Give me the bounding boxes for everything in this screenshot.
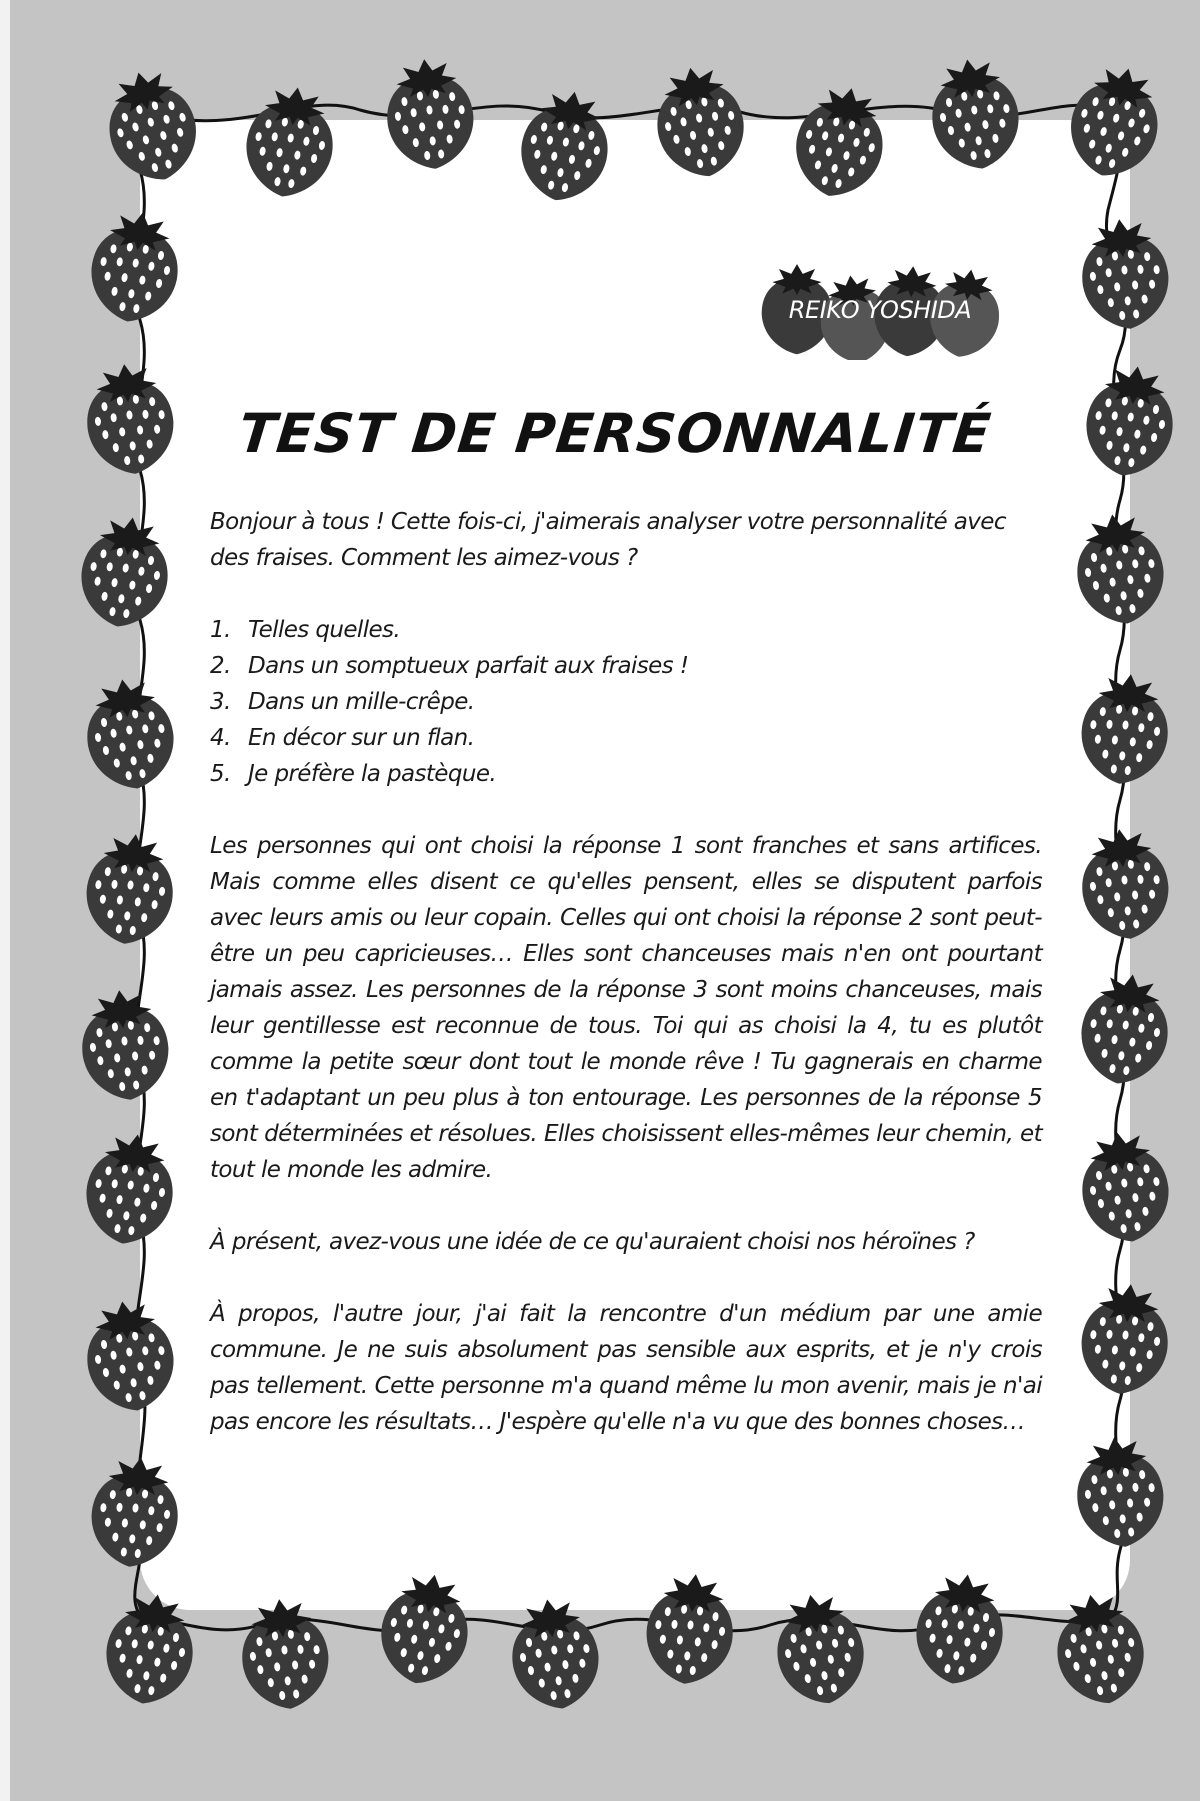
- strawberry-icon: [87, 1453, 184, 1571]
- strawberry-icon: [925, 54, 1026, 175]
- strawberry-icon: [240, 82, 341, 203]
- strawberry-icon: [1080, 361, 1181, 482]
- strawberry-icon: [80, 674, 181, 795]
- list-item-number: 4.: [210, 725, 231, 751]
- strawberry-icon: [1060, 58, 1170, 186]
- list-item-text: Telles quelles.: [248, 617, 401, 643]
- list-item: [210, 684, 1042, 720]
- list-item-number: 1.: [210, 617, 231, 643]
- strawberry-icon: [82, 830, 179, 948]
- intro-paragraph: Bonjour à tous ! Cette fois-ci, j'aimerais analyser votre personnalité avec des fraises. Comment les aimez-vous ?: [210, 509, 1006, 571]
- strawberry-icon: [80, 1129, 181, 1250]
- strawberry-icon: [648, 60, 752, 183]
- page-title: TEST DE PERSONNALITÉ: [235, 402, 995, 465]
- list-item-number: 3.: [210, 689, 231, 715]
- strawberry-icon: [642, 1570, 739, 1688]
- strawberry-icon: [513, 84, 617, 207]
- strawberry-icon: [768, 1587, 872, 1710]
- strawberry-icon: [236, 1595, 333, 1713]
- question-paragraph: À présent, avez-vous une idée de ce qu'auraient choisi nos héroïnes ?: [210, 1229, 975, 1255]
- strawberry-icon: [1077, 670, 1174, 788]
- list-item: [210, 720, 1042, 756]
- author-name: REIKO YOSHIDA: [788, 296, 972, 324]
- strawberry-icon: [81, 360, 178, 478]
- strawberry-icon: [1076, 825, 1173, 943]
- strawberry-icon: [75, 512, 176, 633]
- list-item-text: En décor sur un flan.: [248, 725, 475, 751]
- strawberry-icon: [100, 1589, 201, 1710]
- strawberry-icon: [1071, 1433, 1168, 1551]
- strawberry-icon: [1075, 1127, 1176, 1248]
- closing-paragraph: À propos, l'autre jour, j'ai fait la rencontre d'un médium par une amie commune. Je ne suis absolument pas sensible aux esprits, et je n'y crois pas tellement. Cette personne m'a quand même lu mon avenir, mais je n'ai pas encore les résultats… J'espère qu'elle n'a vu que des bonnes choses…: [210, 1301, 1042, 1435]
- list-item: [210, 756, 1042, 792]
- list-item: [210, 612, 1042, 648]
- strawberry-icon: [1075, 969, 1176, 1090]
- strawberry-icon: [76, 986, 173, 1104]
- answer-list: [210, 612, 1042, 792]
- list-item-text: Dans un mille-crêpe.: [248, 689, 475, 715]
- list-item-number: 5.: [210, 761, 231, 787]
- strawberry-icon: [85, 207, 186, 328]
- strawberry-icon: [787, 79, 894, 204]
- list-item: [210, 648, 1042, 684]
- results-paragraph: Les personnes qui ont choisi la réponse 1 sont franches et sans artifices. Mais comme elles disent ce qu'elles pensent, elles se disputent parfois avec leurs amis ou leur copain. Celles qui ont choisi la réponse 2 sont peut-être un peu capricieuses… Elles sont chanceuses mais n'en ont pourtant jamais assez. Les personnes de la réponse 3 sont moins chanceuses, mais leur gentillesse est reconnue de tous. Toi qui as choisi la 4, tu es plutôt comme la petite sœur dont tout le monde rêve ! Tu gagnerais en charme en t'adaptant un peu plus à ton entourage. Les personnes de la réponse 5 sont déterminées et résolues. Elles choisissent elles-mêmes leur chemin, et tout le monde les admire.: [210, 833, 1042, 1183]
- article-body: [210, 504, 1042, 1440]
- strawberry-icon: [381, 55, 478, 173]
- strawberry-icon: [910, 1569, 1011, 1690]
- strawberry-icon: [1048, 1587, 1152, 1710]
- strawberry-icon: [505, 1594, 606, 1715]
- strawberry-icon: [1077, 1280, 1174, 1398]
- list-item-text: Je préfère la pastèque.: [248, 761, 497, 787]
- list-item-text: Dans un somptueux parfait aux fraises !: [248, 653, 689, 679]
- strawberry-icon: [97, 62, 207, 190]
- strawberry-icon: [1076, 215, 1173, 333]
- strawberry-icon: [373, 1567, 477, 1690]
- strawberry-icon: [1070, 509, 1171, 630]
- strawberry-icon: [80, 1296, 181, 1417]
- list-item-number: 2.: [210, 653, 231, 679]
- author-badge: [755, 258, 1005, 360]
